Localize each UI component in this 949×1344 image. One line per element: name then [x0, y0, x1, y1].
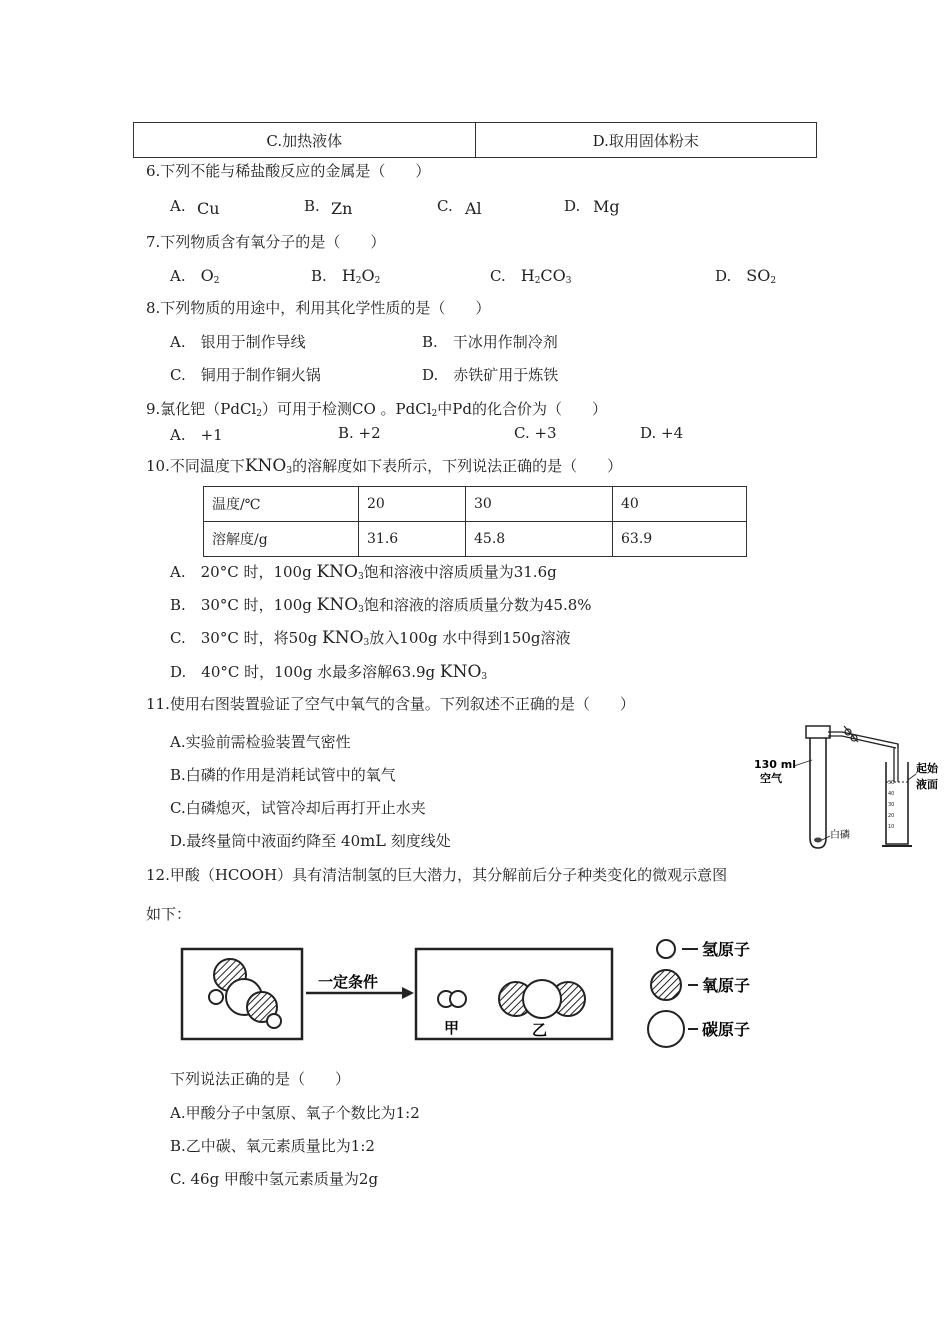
q6-c: Al — [465, 199, 482, 218]
test-tube — [810, 730, 826, 848]
table-cell: 溶解度/g — [204, 522, 359, 557]
legend-carbon: 碳原子 — [702, 1020, 751, 1039]
q10-b: B. 30°C 时，100g $KNO_3$饱和溶液的溶质质量分数为45.8% — [170, 595, 592, 615]
q7-c: C. $H_2CO_3$ — [490, 266, 572, 286]
q12-prompt: 下列说法正确的是（ ） — [170, 1070, 351, 1088]
clamp-icon — [844, 726, 858, 742]
table-cell: 40 — [613, 487, 747, 522]
stopper — [806, 726, 830, 738]
q11-stem: 11.使用右图装置验证了空气中氧气的含量。下列叙述不正确的是（ ） — [146, 695, 635, 713]
q9-d: D. +4 — [640, 424, 684, 442]
solubility-table — [203, 486, 747, 557]
q10-a: A. 20°C 时，100g $KNO_3$饱和溶液中溶质质量为31.6g — [170, 562, 557, 582]
table-cell: 45.8 — [466, 522, 613, 557]
q6-c-letter: C. — [437, 197, 453, 215]
q7-a: A. $O_2$ — [170, 266, 220, 286]
liquid-level-label: 液面 — [916, 778, 938, 791]
carbon-dioxide-molecule — [499, 980, 585, 1018]
q12-a: A.甲酸分子中氢原、氧子个数比为1:2 — [170, 1104, 420, 1122]
hydrogen-molecule — [438, 991, 466, 1007]
q6-d-letter: D. — [564, 197, 581, 215]
top-option-d: D.取用固体粉末 — [475, 123, 817, 158]
phosphorus-label: 白磷 — [830, 830, 850, 841]
formic-acid-molecule — [209, 959, 281, 1028]
legend-oxygen: 氧原子 — [702, 976, 751, 995]
tick-label: 20 — [888, 813, 895, 819]
q12-b: B.乙中碳、氧元素质量比为1:2 — [170, 1137, 375, 1155]
product-yi-label: 乙 — [532, 1021, 548, 1039]
solubility-row-temperature — [204, 487, 747, 522]
connecting-tube — [828, 732, 898, 748]
q10-c: C. 30°C 时，将50g $KNO_3$放入100g 水中得到150g溶液 — [170, 628, 571, 648]
table-cell: 31.6 — [359, 522, 466, 557]
solubility-row-values — [204, 522, 747, 557]
white-phosphorus — [814, 838, 822, 843]
table-cell: 20 — [359, 487, 466, 522]
reaction-condition: 一定条件 — [318, 973, 379, 991]
q6-b-letter: B. — [304, 197, 320, 215]
q8-a: A. 银用于制作导线 — [170, 333, 306, 351]
initial-level-label: 起始 — [916, 762, 938, 775]
carbon-atom-icon — [648, 1011, 684, 1047]
q8-stem: 8.下列物质的用途中，利用其化学性质的是（ ） — [146, 299, 491, 317]
tick-label: 10 — [888, 824, 895, 830]
q11-a: A.实验前需检验装置气密性 — [170, 733, 351, 751]
legend-hydrogen: 氢原子 — [702, 940, 751, 959]
air-volume-label: 130 ml — [754, 758, 797, 771]
q11-c: C.白磷熄灭，试管冷却后再打开止水夹 — [170, 799, 426, 817]
q7-stem: 7.下列物质含有氧分子的是（ ） — [146, 233, 386, 251]
q6-b: Zn — [331, 199, 353, 218]
molecular-diagram — [176, 935, 786, 1050]
table-cell: 温度/℃ — [204, 487, 359, 522]
q9-a: A. +1 — [170, 426, 223, 444]
product-jia-label: 甲 — [444, 1019, 460, 1037]
q8-b: B. 干冰用作制冷剂 — [422, 333, 558, 351]
cylinder-ticks — [888, 780, 894, 830]
q12-stem-line2: 如下： — [146, 905, 192, 923]
q6-stem: 6.下列不能与稀盐酸反应的金属是（ ） — [146, 162, 431, 180]
q9-c: C. +3 — [514, 424, 557, 442]
q10-d: D. 40°C 时，100g 水最多溶解63.9g $KNO_3$ — [170, 662, 488, 682]
q12-c: C. 46g 甲酸中氢元素质量为2g — [170, 1170, 379, 1188]
table-cell: 63.9 — [613, 522, 747, 557]
q9-b: B. +2 — [338, 424, 381, 442]
q7-b: B. $H_2O_2$ — [311, 266, 381, 286]
q8-c: C. 铜用于制作铜火锅 — [170, 366, 321, 384]
oxygen-apparatus-figure — [748, 722, 948, 852]
tick-label: 40 — [888, 791, 895, 797]
tick-label: 30 — [888, 802, 895, 808]
air-label: 空气 — [760, 772, 782, 785]
top-option-c: C.加热液体 — [134, 123, 476, 158]
q6-a: Cu — [197, 199, 220, 218]
top-options-table — [133, 122, 817, 158]
q8-d: D. 赤铁矿用于炼铁 — [422, 366, 559, 384]
q11-d: D.最终量筒中液面约降至 40mL 刻度线处 — [170, 831, 451, 850]
q6-a-letter: A. — [170, 197, 186, 215]
table-cell: 30 — [466, 487, 613, 522]
hydrogen-atom-icon — [657, 940, 675, 958]
q7-d: D. $SO_2$ — [715, 266, 777, 286]
legend — [648, 940, 750, 1047]
q10-stem: 10.不同温度下$KNO_3$的溶解度如下表所示，下列说法正确的是（ ） — [146, 456, 623, 476]
q12-stem-line1: 12.甲酸（HCOOH）具有清洁制氢的巨大潜力，其分解前后分子种类变化的微观示意图 — [146, 866, 728, 884]
q11-b: B.白磷的作用是消耗试管中的氧气 — [170, 766, 396, 784]
q6-d: Mg — [593, 197, 620, 216]
tick-label: 50 — [888, 780, 895, 786]
q9-stem: 9.氯化钯（PdCl$_2$）可用于检测CO 。PdCl$_2$中Pd的化合价为（ ） — [146, 400, 607, 419]
oxygen-atom-icon — [651, 970, 681, 1000]
